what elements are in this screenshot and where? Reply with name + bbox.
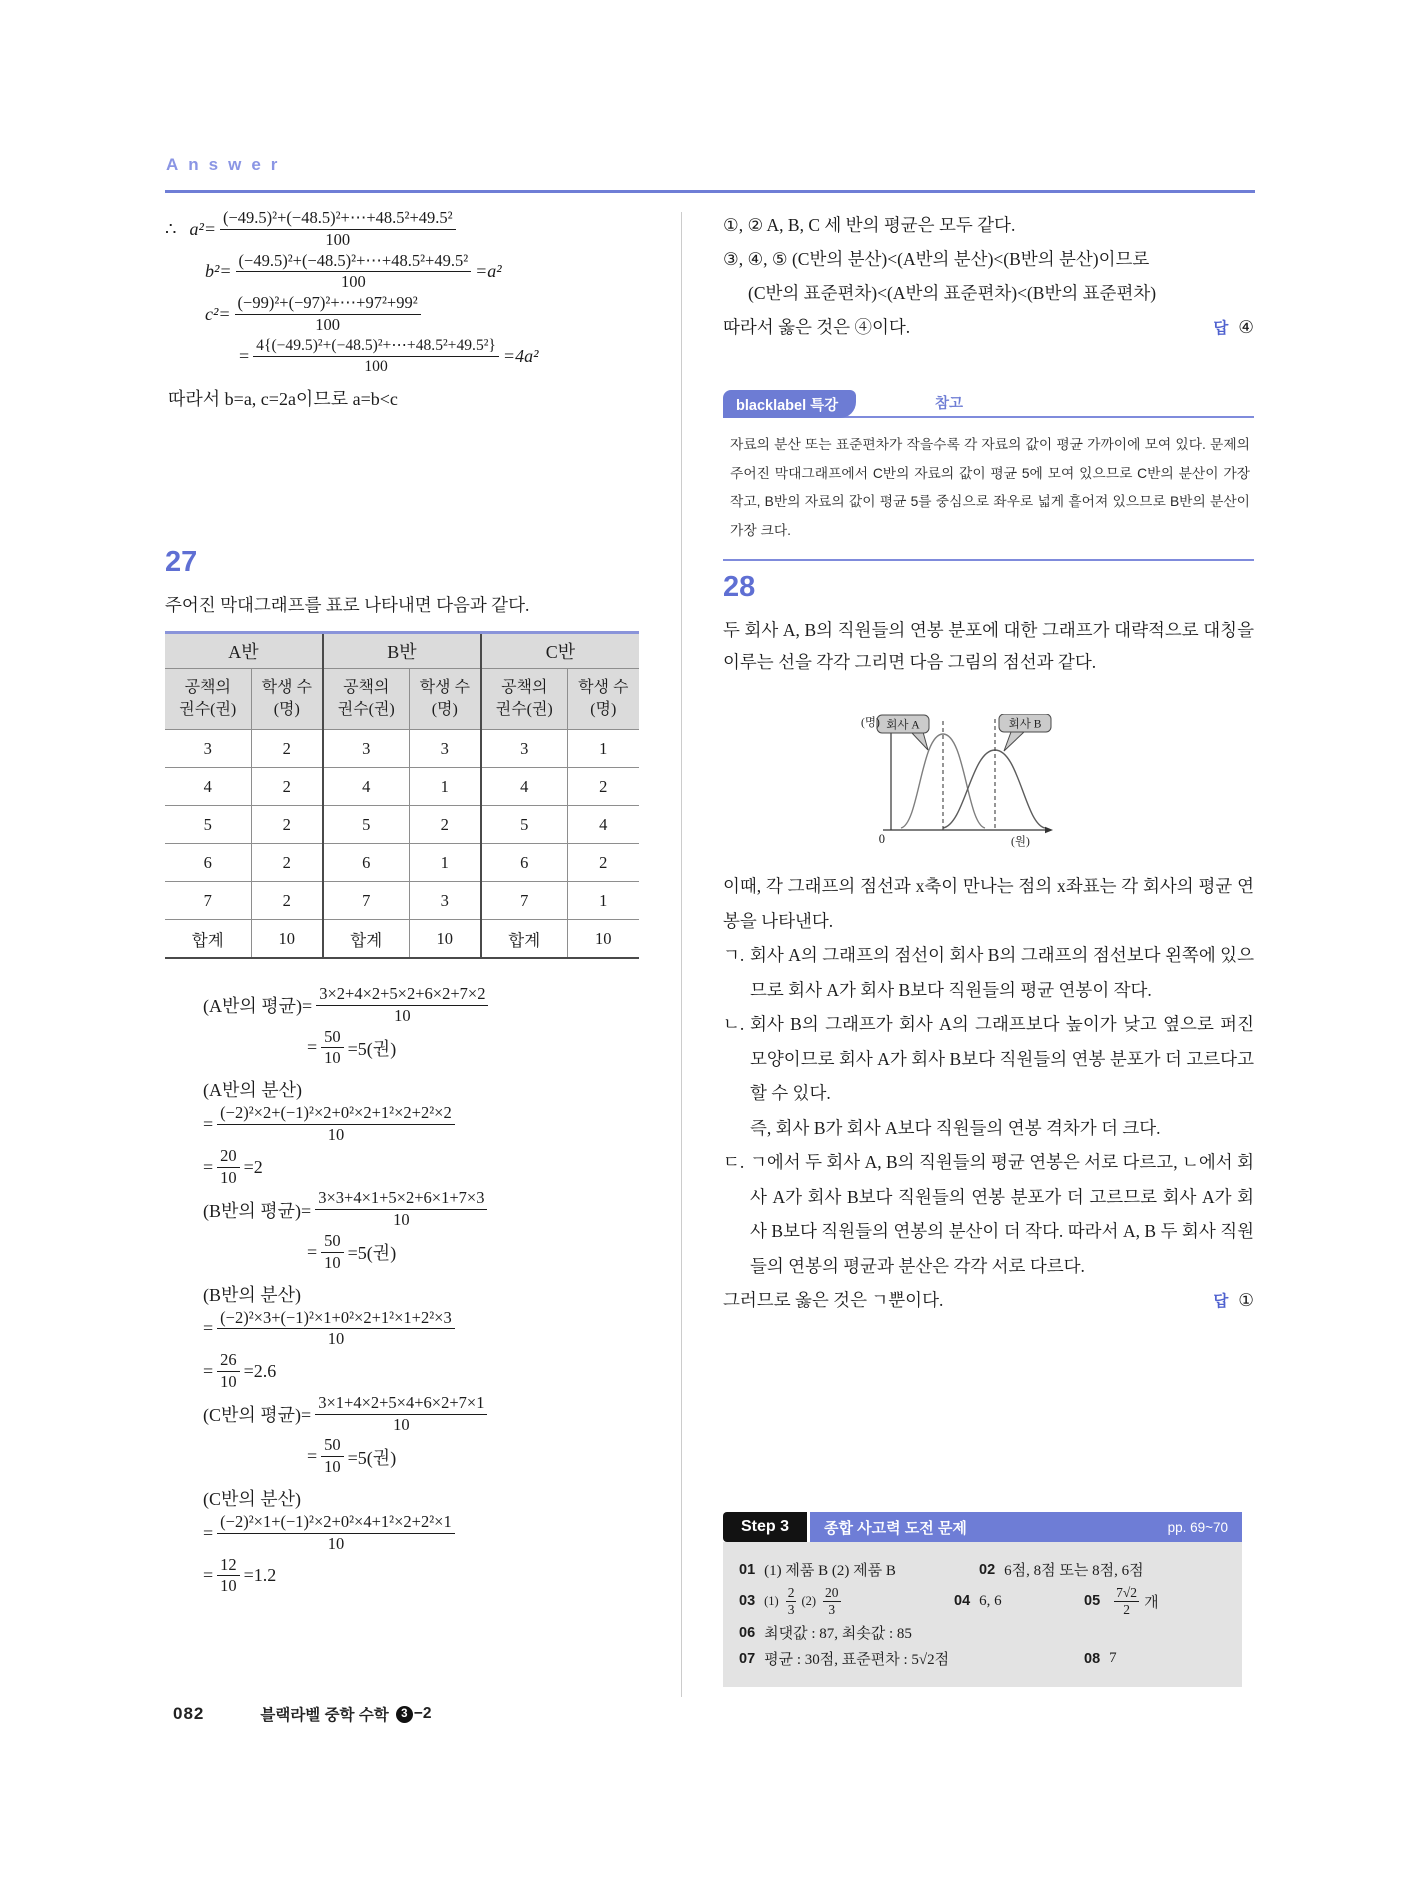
table-row: 4 2 4 1 4 2 — [165, 768, 639, 806]
group-header-class-c: C반 — [481, 633, 639, 669]
callout-a-tail — [911, 732, 928, 750]
fraction: $\frac{\text{4\{(−49.5)²+(−48.5)²+⋯+48.5²+49.5²\}}}{100}$ — [253, 337, 499, 376]
page-footer — [173, 1703, 431, 1725]
answer-label: 답 — [1213, 320, 1229, 337]
problem-number-27: 27 — [165, 546, 198, 578]
math-rhs: =a² — [475, 261, 502, 282]
x-axis-label: (원) — [1011, 836, 1030, 848]
item-nieun: ㄴ. 회사 B의 그래프가 회사 A의 그래프보다 높이가 낮고 옆으로 퍼진 모양이므로 회사 A가 회사 B보다 직원들의 연봉 분포가 더 고르다고 할 수 있다. 즉, 회사 B가 회사 A보다 직원들의 연봉 격차가 더 크다. — [723, 1007, 1254, 1145]
math-line-b2 — [165, 252, 640, 293]
item-marker: ㄴ. — [723, 1014, 745, 1034]
problem-28-solution — [723, 571, 1254, 1319]
variance-a-label: (A반의 분산) — [203, 1080, 303, 1101]
item-giyeok: ㄱ. 회사 A의 그래프의 점선이 회사 B의 그래프의 점선보다 왼쪽에 있으므로 회사 A가 회사 B보다 직원들의 평균 연봉이 작다. — [723, 938, 1254, 1007]
step3-page-range: pp. 69~70 — [1167, 1519, 1228, 1535]
problem-27-solution — [165, 546, 640, 959]
mean-a-line — [165, 985, 640, 1026]
fraction: $\frac{26}{10}$ — [217, 1351, 240, 1392]
answer-item-02: 02 6점, 8점 또는 8점, 6점 — [979, 1561, 1144, 1579]
col-header-students: 학생 수 (명) — [409, 669, 481, 730]
table-group-header-row — [165, 633, 639, 669]
step3-answer-box — [723, 1512, 1242, 1687]
fraction: $\frac{\text{(−49.5)²+(−48.5)²+⋯+48.5²+49.5²}}{100}$ — [220, 209, 456, 250]
fraction: $\frac{\text{(−2)²×2+(−1)²×2+0²×2+1²×2+2²×2}}{10}$ — [217, 1104, 455, 1145]
mean-a-result: = $\frac{50}{10}$ =5(권) — [307, 1026, 397, 1068]
variance-b-label: (B반의 분산) — [203, 1284, 302, 1305]
blacklabel-lecture-box — [723, 388, 1254, 561]
step3-tab: Step 3 — [723, 1512, 807, 1542]
group-header-class-a: A반 — [165, 633, 323, 669]
calc-label: (B반의 평균)= — [203, 1200, 312, 1221]
variance-c-label: (C반의 분산) — [203, 1488, 302, 1509]
conclusion-text: 따라서 옳은 것은 ④이다. — [723, 317, 911, 337]
problem-27-calculations — [165, 983, 640, 1598]
company-a-label: 회사 A — [886, 719, 920, 732]
lecture-body: 자료의 분산 또는 표준편차가 작을수록 각 자료의 값이 평균 가까이에 모여 있다. 문제의 주어진 막대그래프에서 C반의 자료의 값이 평균 5에 모여 있으므로 C반의 분산이 가장 작고, B반의 자료의 값이 평균 5를 중심으로 좌우로 넓게 흩어져 있으므로 B반의 분산이 가장 크다. — [723, 418, 1254, 561]
choice-line-2: ③, ④, ⑤ (C반의 분산)<(A반의 분산)<(B반의 분산)이므로 — [723, 249, 1150, 269]
company-b-label: 회사 B — [1008, 718, 1042, 731]
right-column — [723, 205, 1254, 1705]
answer-row — [723, 1283, 1254, 1319]
fraction: $\frac{12}{10}$ — [217, 1556, 240, 1597]
math-line-a2 — [165, 209, 640, 250]
variance-a-line: = $\frac{\text{(−2)²×2+(−1)²×2+0²×2+1²×2+2²×2}}{10}$ — [165, 1104, 640, 1145]
answer-label: 답 — [1213, 1293, 1229, 1310]
col-header-books: 공책의 권수(권) — [323, 669, 409, 730]
step3-header — [723, 1512, 1242, 1542]
conclusion-text: 그러므로 옳은 것은 ㄱ뿐이다. — [723, 1290, 944, 1310]
math-lhs: = — [239, 345, 250, 366]
salary-distribution-graph — [861, 714, 1061, 853]
fraction: $\frac{50}{10}$ — [321, 1232, 344, 1273]
solution-26-continued — [165, 207, 640, 411]
answer-item-04: 04 6, 6 — [954, 1592, 1002, 1610]
answer-value: ① — [1238, 1290, 1254, 1310]
answer-item-05: 05 $\frac{7√2}{2}$ 개 — [1084, 1585, 1159, 1618]
lecture-tag: 참고 — [935, 396, 964, 412]
fraction: $\frac{3\times 3+4\times 1+5\times 2+6\times 1+7\times 3}{10}$ — [315, 1189, 487, 1230]
left-column — [165, 205, 640, 1705]
item-digeut: ㄷ. ㄱ에서 두 회사 A, B의 직원들의 평균 연봉은 서로 다르고, ㄴ에서 회사 A가 회사 B보다 직원들의 연봉 분포가 더 고르므로 회사 A가 회사 B보다 직원들의 연봉의 분산이 더 작다. 따라서 A, B 두 회사 직원들의 연봉의 평균과 분산은 각각 서로 다르다. — [723, 1145, 1254, 1283]
lecture-header — [723, 388, 1254, 418]
x-axis-arrow-icon — [1045, 827, 1053, 833]
col-header-books: 공책의 권수(권) — [481, 669, 567, 730]
answer-item-08: 08 7 — [1084, 1650, 1117, 1667]
variance-b-result: = $\frac{26}{10}$ =2.6 — [203, 1350, 277, 1391]
variance-c-result: = $\frac{12}{10}$ =1.2 — [203, 1554, 277, 1596]
class-frequency-table — [165, 631, 639, 959]
mean-b-result: = $\frac{50}{10}$ =5(권) — [307, 1230, 397, 1272]
fraction: $\frac{50}{10}$ — [321, 1028, 344, 1069]
group-header-class-b: B반 — [323, 633, 481, 669]
math-line-c2-expanded — [165, 337, 640, 376]
company-b-curve — [943, 750, 1045, 828]
table-row: 6 2 6 1 6 2 — [165, 844, 639, 882]
answer-item-03: 03 (1) $\frac{2}{3}$ (2) $\frac{20}{3}$ — [739, 1585, 839, 1618]
answers-row — [739, 1622, 1226, 1643]
step3-title: 종합 사고력 도전 문제 — [824, 1519, 967, 1537]
solution-26-conclusion: 따라서 b=a, c=2a이므로 a=b<c — [168, 389, 398, 410]
fraction: $\frac{2}{3}$ — [787, 1585, 795, 1618]
variance-b-line: = $\frac{\text{(−2)²×3+(−1)²×1+0²×2+1²×1+2²×3}}{10}$ — [165, 1309, 640, 1350]
choice-line-3: (C반의 표준편차)<(A반의 표준편차)<(B반의 표준편차) — [748, 283, 1157, 303]
variance-c-line: = $\frac{\text{(−2)²×1+(−1)²×2+0²×4+1²×2+2²×1}}{10}$ — [165, 1513, 640, 1554]
header-rule — [165, 190, 1255, 193]
problem-28-intro: 두 회사 A, B의 직원들의 연봉 분포에 대한 그래프가 대략적으로 대칭을 이루는 선을 각각 그리면 다음 그림의 점선과 같다. — [723, 620, 1254, 672]
fraction: $\frac{3\times 1+4\times 2+5\times 4+6\times 2+7\times 1}{10}$ — [315, 1394, 487, 1435]
math-lhs: c²= — [205, 303, 231, 324]
step3-body — [723, 1542, 1242, 1687]
graph-svg — [861, 714, 1061, 848]
book-title: 블랙라벨 중학 수학 3 −2 — [260, 1705, 432, 1724]
fraction: $\frac{20}{3}$ — [825, 1585, 839, 1618]
table-row: 5 2 5 2 5 4 — [165, 806, 639, 844]
fraction: $\frac{3\times 2+4\times 2+5\times 2+6\times 2+7\times 2}{10}$ — [316, 985, 488, 1026]
problem-27-intro: 주어진 막대그래프를 표로 나타내면 다음과 같다. — [165, 595, 530, 615]
origin-label: 0 — [878, 832, 885, 846]
lecture-tab: blacklabel 특강 — [723, 390, 856, 418]
mean-c-result: = $\frac{50}{10}$ =5(권) — [307, 1435, 397, 1477]
p28-items — [723, 938, 1254, 1283]
page-number: 082 — [173, 1704, 205, 1723]
fraction: $\frac{\text{(−99)²+(−97)²+⋯+97²+99²}}{100}$ — [235, 294, 421, 335]
p28-paragraph: 이때, 각 그래프의 점선과 x축이 만나는 점의 x좌표는 각 회사의 평균 연봉을 나타낸다. — [723, 876, 1254, 931]
column-divider — [681, 212, 682, 1697]
answer-row — [723, 310, 1254, 346]
answers-row — [739, 1559, 1226, 1580]
col-header-books: 공책의 권수(권) — [165, 669, 251, 730]
answer-item-07: 07 평균 : 30점, 표준편차 : 5√2점 — [739, 1650, 950, 1669]
solution-27-choices — [723, 208, 1254, 346]
volume-badge-icon: 3 — [396, 1706, 413, 1723]
fraction: $\frac{50}{10}$ — [321, 1436, 344, 1477]
therefore-symbol: ∴ — [165, 218, 177, 239]
math-lhs: a²= — [189, 218, 216, 239]
fraction: $\frac{\text{(−2)²×3+(−1)²×1+0²×2+1²×1+2²×3}}{10}$ — [217, 1309, 455, 1350]
mean-b-line — [165, 1189, 640, 1230]
math-line-c2 — [165, 294, 640, 335]
math-rhs: =4a² — [502, 345, 539, 366]
table-row: 3 2 3 3 3 1 — [165, 730, 639, 768]
fraction: $\frac{\text{(−49.5)²+(−48.5)²+⋯+48.5²+49.5²}}{100}$ — [236, 252, 472, 293]
answers-row — [739, 1585, 1226, 1617]
col-header-students: 학생 수 (명) — [251, 669, 323, 730]
page-header-answer: Answer — [166, 155, 288, 174]
answer-value: ④ — [1238, 317, 1254, 337]
item-marker: ㄱ. — [723, 945, 745, 965]
variance-a-result: = $\frac{20}{10}$ =2 — [203, 1145, 263, 1187]
col-header-students: 학생 수 (명) — [567, 669, 639, 730]
answers-row — [739, 1648, 1226, 1669]
calc-label: (C반의 평균)= — [203, 1405, 312, 1426]
table-column-header-row — [165, 669, 639, 730]
callout-b-tail — [1004, 732, 1024, 751]
math-lhs: b²= — [205, 261, 232, 282]
fraction: $\frac{\text{(−2)²×1+(−1)²×2+0²×4+1²×2+2²×1}}{10}$ — [217, 1513, 455, 1554]
fraction: $\frac{20}{10}$ — [217, 1147, 240, 1188]
problem-number-28: 28 — [723, 571, 756, 603]
item-marker: ㄷ. — [723, 1152, 745, 1172]
answer-item-06: 06 최댓값 : 87, 최솟값 : 85 — [739, 1624, 912, 1643]
table-total-row: 합계 10 합계 10 합계 10 — [165, 920, 639, 959]
step3-title-bar — [810, 1512, 1242, 1542]
y-axis-label: (명) — [861, 717, 880, 729]
calc-label: (A반의 평균)= — [203, 996, 313, 1017]
table-row: 7 2 7 3 7 1 — [165, 882, 639, 920]
fraction: $\frac{7√2}{2}$ — [1116, 1585, 1138, 1618]
choice-line-1: ①, ② A, B, C 세 반의 평균은 모두 같다. — [723, 215, 1016, 235]
mean-c-line — [165, 1394, 640, 1435]
answer-item-01: 01 (1) 제품 B (2) 제품 B — [739, 1561, 896, 1579]
